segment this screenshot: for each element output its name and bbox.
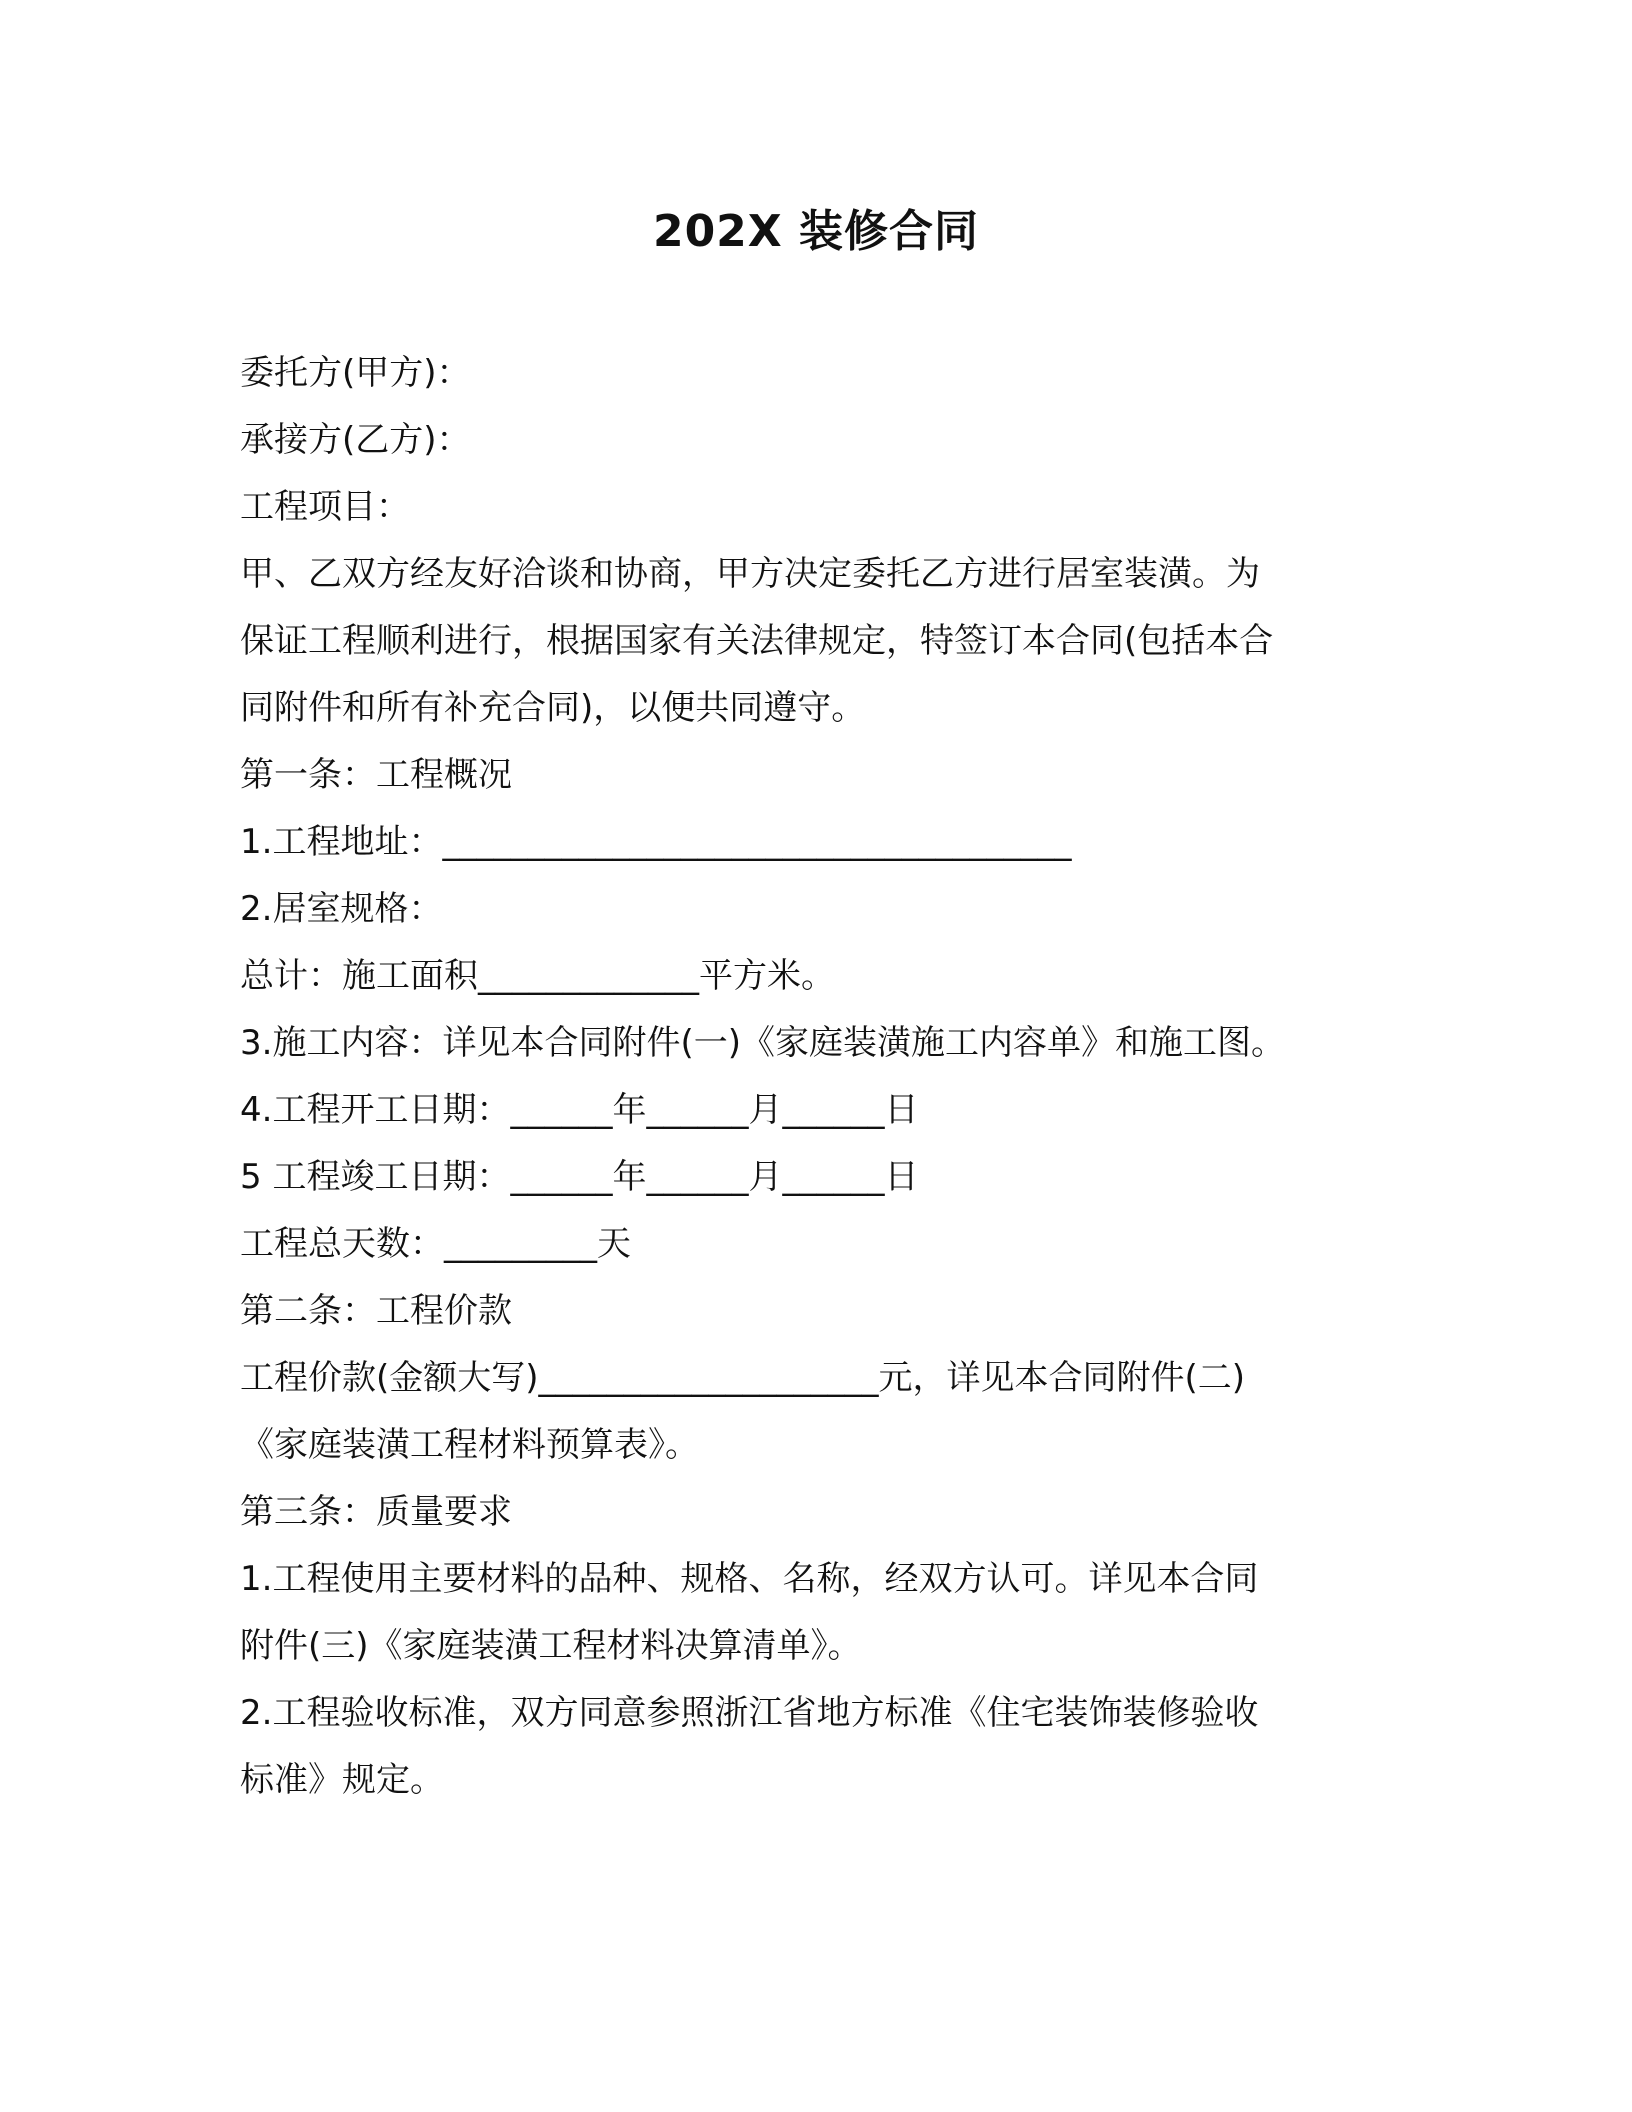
quality-item-2-line-2: 标准》规定。	[240, 1760, 444, 1800]
project-line: 工程项目：	[240, 487, 410, 527]
party-a-line: 委托方(甲方)：	[240, 353, 471, 393]
total-days-line: 工程总天数：_________天	[240, 1224, 631, 1264]
price-line-2: 《家庭装潢工程材料预算表》。	[240, 1425, 699, 1465]
contract-body	[240, 340, 1380, 1814]
quality-item-1-line-1: 1.工程使用主要材料的品种、规格、名称，经双方认可。详见本合同	[240, 1559, 1259, 1599]
project-address-line: 1.工程地址：_____________________________________	[240, 822, 1072, 862]
article-3-heading: 第三条：质量要求	[240, 1492, 512, 1532]
completion-date-line: 5 工程竣工日期：______年______月______日	[240, 1157, 919, 1197]
preamble-line-3: 同附件和所有补充合同)，以便共同遵守。	[240, 688, 866, 728]
quality-item-2-line-1: 2.工程验收标准，双方同意参照浙江省地方标准《住宅装饰装修验收	[240, 1693, 1259, 1733]
total-area-line: 总计：施工面积_____________平方米。	[240, 956, 835, 996]
article-2-heading: 第二条：工程价款	[240, 1291, 512, 1331]
quality-item-1-line-2: 附件(三)《家庭装潢工程材料决算清单》。	[240, 1626, 862, 1666]
article-1-heading: 第一条：工程概况	[240, 755, 512, 795]
party-b-line: 承接方(乙方)：	[240, 420, 471, 460]
construction-content-line: 3.施工内容：详见本合同附件(一)《家庭装潢施工内容单》和施工图。	[240, 1023, 1285, 1063]
preamble-line-2: 保证工程顺利进行，根据国家有关法律规定，特签订本合同(包括本合	[240, 621, 1274, 661]
price-line-1: 工程价款(金额大写)____________________元，详见本合同附件(二)	[240, 1358, 1246, 1398]
room-spec-line: 2.居室规格：	[240, 889, 443, 929]
preamble-line-1: 甲、乙双方经友好洽谈和协商，甲方决定委托乙方进行居室装潢。为	[240, 554, 1260, 594]
document-title: 202X 装修合同	[652, 206, 980, 257]
start-date-line: 4.工程开工日期：______年______月______日	[240, 1090, 919, 1130]
